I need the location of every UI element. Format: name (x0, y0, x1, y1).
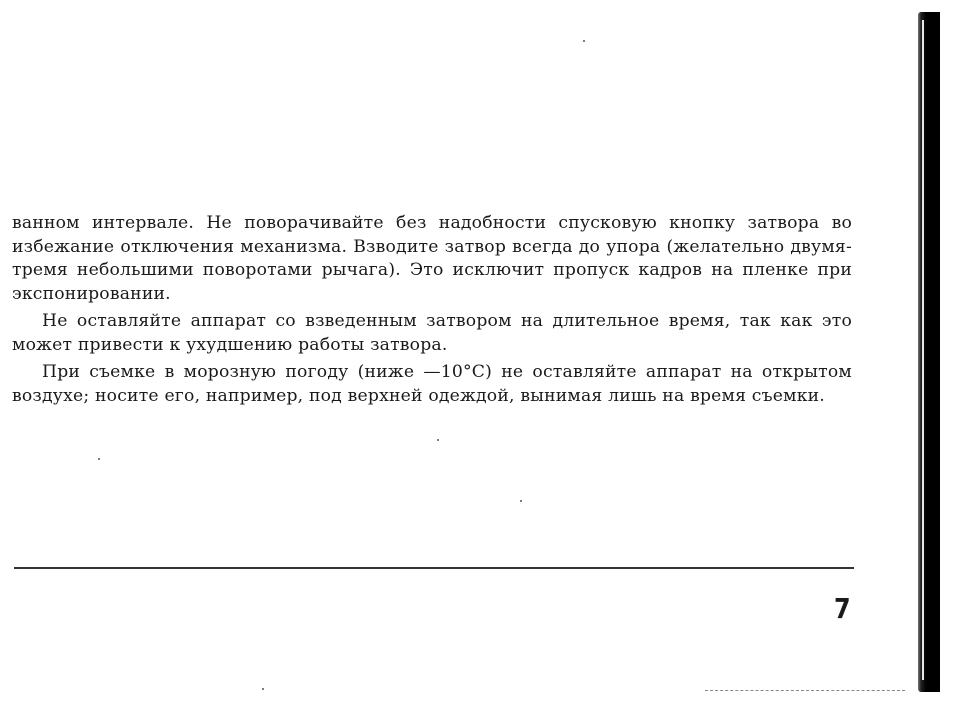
page-number: 7 (834, 592, 851, 625)
scan-speck (98, 458, 100, 460)
scan-speck (437, 439, 439, 441)
book-spine-highlight (922, 20, 924, 680)
scan-speck (583, 40, 585, 42)
paragraph-2: Не оставляйте аппарат со взведенным затвором на длительное время, так как это может привести к ухудшению работы затвора. (12, 311, 852, 355)
scan-speck (520, 500, 522, 502)
footer-rule (14, 567, 854, 569)
body-text (12, 212, 852, 412)
scan-edge-mark (705, 690, 905, 691)
paragraph-1: ванном интервале. Не поворачивайте без надобности спусковую кнопку затвора во избежание отключения механизма. Взводите затвор всегда до упора (желательно двумя-тремя небольшими поворотами рычага). Это исключит пропуск кадров на пленке при экспонировании. (12, 213, 852, 304)
scan-speck (262, 688, 264, 690)
paragraph-3: При съемке в морозную погоду (ниже —10°С) не оставляйте аппарат на открытом воздухе; носите его, например, под верхней одеждой, вынимая лишь на время съемки. (12, 362, 852, 406)
